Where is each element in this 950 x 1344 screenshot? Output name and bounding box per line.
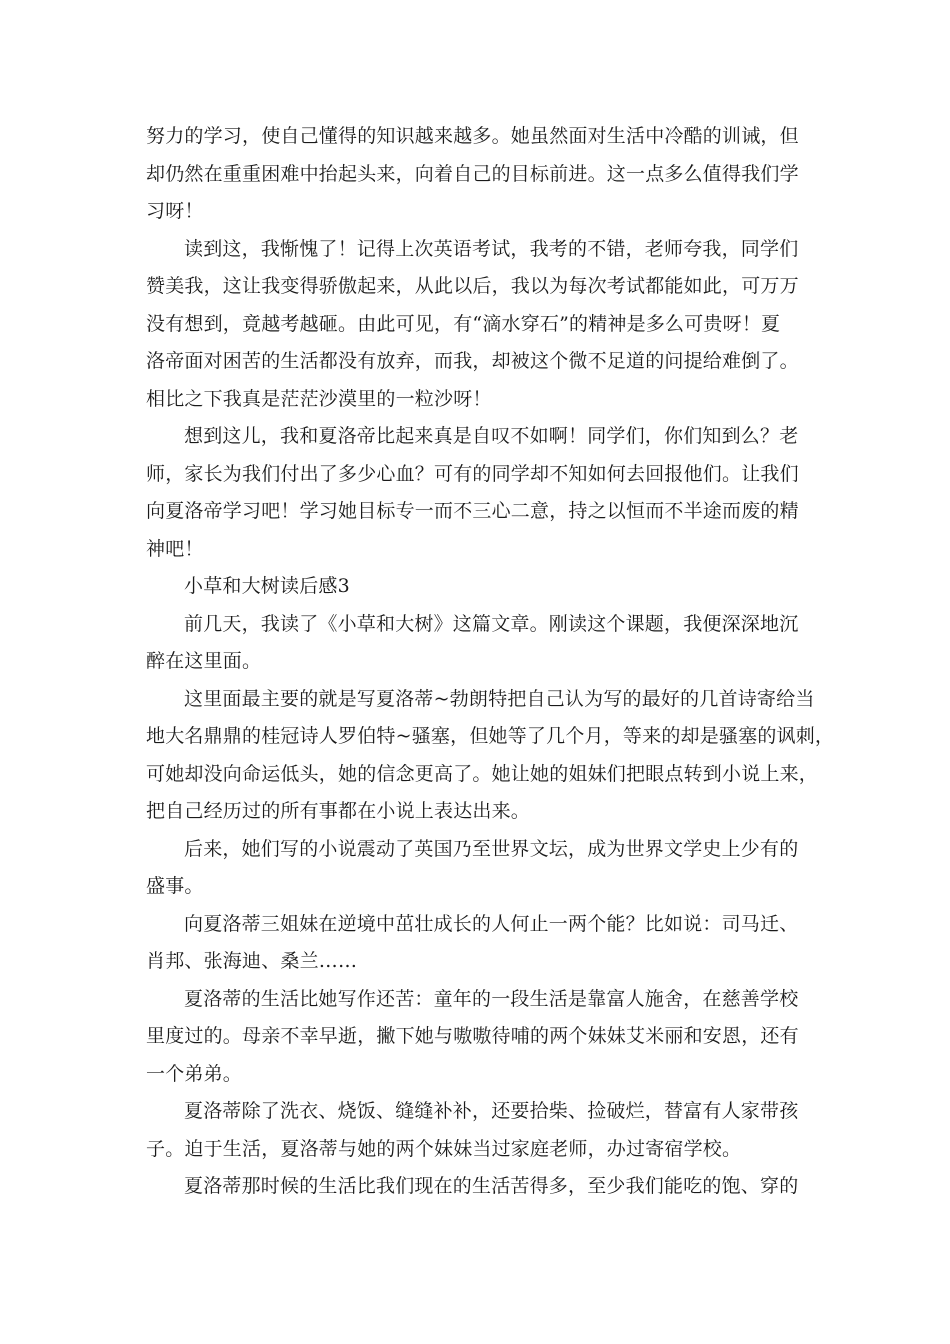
text-line: 师，家长为我们付出了多少心血？可有的同学却不知如何去回报他们。让我们 [146, 462, 799, 485]
text-line: 地大名鼎鼎的桂冠诗人罗伯特~骚塞，但她等了几个月，等来的却是骚塞的讽刺， [146, 725, 835, 747]
text-line: 小草和大树读后感3 [184, 575, 350, 597]
text-line: 肖邦、张海迪、桑兰…… [146, 950, 358, 972]
text-line: 夏洛蒂的生活比她写作还苦：童年的一段生活是靠富人施舍，在慈善学校 [184, 987, 799, 1010]
text-line: 把自己经历过的所有事都在小说上表达出来。 [146, 800, 531, 822]
text-line: 这里面最主要的就是写夏洛蒂~勃朗特把自己认为写的最好的几首诗寄给当 [184, 687, 815, 710]
text-line: 后来，她们写的小说震动了英国乃至世界文坛，成为世界文学史上少有的 [184, 837, 799, 860]
text-line: 习呀！ [146, 200, 204, 222]
text-line: 醉在这里面。 [146, 650, 262, 672]
text-line: 读到这，我惭愧了！记得上次英语考试，我考的不错，老师夸我，同学们 [184, 237, 799, 260]
text-line: 却仍然在重重困难中抬起头来，向着自己的目标前进。这一点多么值得我们学 [146, 162, 799, 185]
text-line: 相比之下我真是茫茫沙漠里的一粒沙呀！ [146, 387, 492, 410]
text-line: 神吧！ [146, 537, 204, 560]
text-line: 没有想到，竟越考越砸。由此可见，有“滴水穿石”的精神是多么可贵呀！夏 [146, 312, 781, 335]
text-line: 努力的学习，使自己懂得的知识越来越多。她虽然面对生活中冷酷的训诫，但 [146, 125, 799, 147]
text-line: 向夏洛蒂三姐妹在逆境中茁壮成长的人何止一两个能？比如说：司马迁、 [184, 912, 799, 935]
text-line: 夏洛蒂除了洗衣、烧饭、缝缝补补，还要拾柴、捡破烂，替富有人家带孩 [184, 1100, 799, 1122]
text-line: 可她却没向命运低头，她的信念更高了。她让她的姐妹们把眼点转到小说上来， [146, 762, 819, 785]
text-line: 里度过的。母亲不幸早逝，撇下她与嗷嗷待哺的两个妹妹艾米丽和安恩，还有 [146, 1025, 799, 1047]
text-line: 一个弟弟。 [146, 1062, 243, 1085]
text-line: 夏洛蒂那时候的生活比我们现在的生活苦得多，至少我们能吃的饱、穿的 [184, 1175, 799, 1197]
text-line: 前几天，我读了《小草和大树》这篇文章。刚读这个课题，我便深深地沉 [184, 612, 799, 635]
text-line: 子。迫于生活，夏洛蒂与她的两个妹妹当过家庭老师，办过寄宿学校。 [146, 1137, 742, 1160]
document-body [146, 118, 835, 1206]
text-line: 盛事。 [146, 875, 204, 897]
text-line: 洛帝面对困苦的生活都没有放弃，而我，却被这个微不足道的问提给难倒了。 [146, 350, 799, 372]
text-line: 想到这儿，我和夏洛帝比起来真是自叹不如啊！同学们，你们知到么？老 [184, 425, 799, 447]
text-line: 赞美我，这让我变得骄傲起来，从此以后，我以为每次考试都能如此，可万万 [146, 275, 799, 297]
text-line: 向夏洛帝学习吧！学习她目标专一而不三心二意，持之以恒而不半途而废的精 [146, 500, 799, 522]
